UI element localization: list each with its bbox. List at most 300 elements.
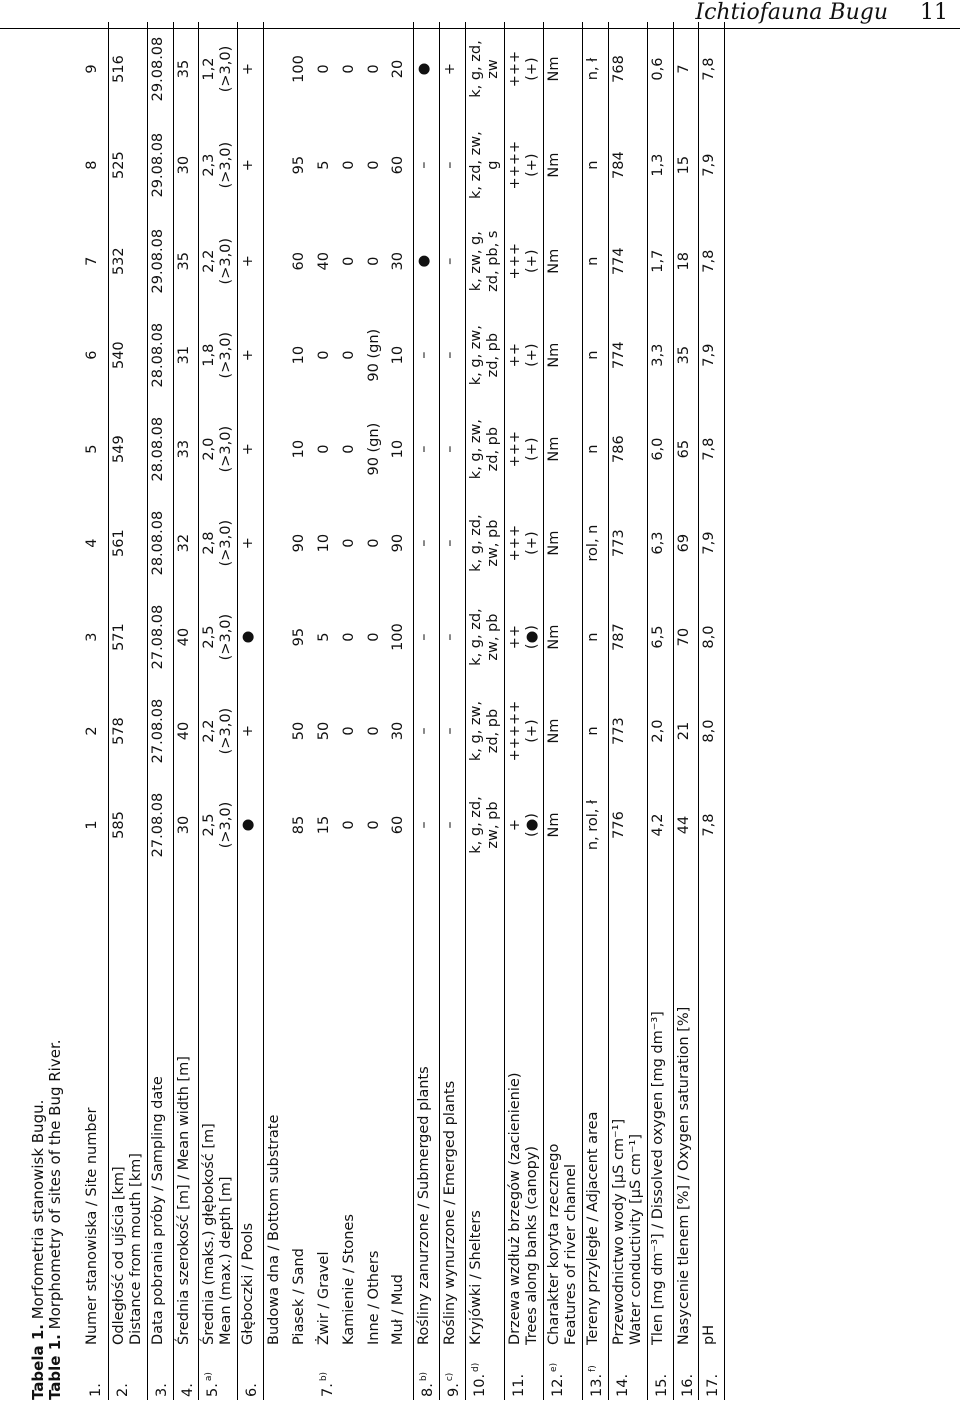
- table-cell: [147, 402, 173, 496]
- table-cell: [199, 22, 238, 116]
- table-body: [82, 22, 725, 1400]
- cell-value: 0: [340, 726, 357, 736]
- morphometry-table: [82, 22, 725, 1400]
- table-cell: [264, 590, 289, 684]
- table-caption: [30, 1039, 64, 1400]
- cell-value: 6,0: [649, 437, 666, 461]
- table-row: [289, 22, 314, 1400]
- table-cell: [173, 214, 199, 308]
- cell-value: 2: [84, 726, 100, 736]
- table-cell: [199, 590, 238, 684]
- row-number-text: 5.: [205, 1383, 222, 1397]
- table-cell: [388, 590, 413, 684]
- table-cell: [699, 778, 725, 872]
- cell-value-2: (+): [523, 249, 540, 273]
- cell-value: rol, n: [584, 524, 601, 562]
- cell-value: n: [584, 256, 601, 266]
- table-cell: [147, 214, 173, 308]
- table-cell: [414, 402, 440, 496]
- cell-value: 7: [675, 64, 692, 74]
- row-number: [264, 1348, 289, 1400]
- cell-value: 29.08.08: [149, 228, 166, 294]
- table-cell: [388, 214, 413, 308]
- cell-value: 7,9: [701, 343, 718, 367]
- table-cell: [699, 214, 725, 308]
- cell-value: 29.08.08: [149, 36, 166, 102]
- table-cell: [647, 22, 673, 116]
- table-cell: [289, 402, 314, 496]
- table-cell: [173, 116, 199, 214]
- row-number-text: 2.: [114, 1383, 131, 1397]
- cell-value: 2,5: [201, 625, 218, 649]
- table-cell: [314, 684, 339, 778]
- table-cell: [264, 22, 289, 116]
- row-label: [82, 872, 108, 1348]
- table-cell: [199, 684, 238, 778]
- table-cell: [647, 116, 673, 214]
- table-cell: [608, 778, 647, 872]
- cell-value: 0: [365, 820, 382, 830]
- row-label-line: Przewodnictwo wody [µS cm⁻¹]: [610, 1118, 627, 1345]
- cell-value-2: (●): [523, 625, 540, 650]
- table-cell: [199, 214, 238, 308]
- cell-value: +++: [506, 242, 523, 280]
- cell-value: 40: [175, 627, 192, 647]
- cell-value: +: [240, 255, 257, 268]
- cell-value: 784: [610, 151, 627, 179]
- table-cell: [388, 402, 413, 496]
- cell-value: 6: [84, 350, 100, 360]
- cell-value-2: (>3,0): [218, 707, 235, 755]
- table-cell: [82, 22, 108, 116]
- cell-value: 6,5: [649, 625, 666, 649]
- cell-value: 10: [291, 345, 308, 365]
- table-cell: [465, 214, 504, 308]
- table-cell: [238, 684, 264, 778]
- table-cell: [465, 116, 504, 214]
- table-cell: [289, 22, 314, 116]
- table-cell: [608, 214, 647, 308]
- row-number: [440, 1348, 466, 1400]
- table-cell: [238, 590, 264, 684]
- table-cell: [504, 590, 543, 684]
- table-cell: [108, 778, 147, 872]
- cell-value-2: g: [484, 160, 501, 170]
- table-cell: [504, 116, 543, 214]
- table-cell: [582, 214, 608, 308]
- cell-value: 7,8: [701, 57, 718, 81]
- cell-value: 30: [390, 251, 407, 271]
- cell-value: 0,6: [649, 57, 666, 81]
- table-cell: [388, 308, 413, 402]
- table-cell: [199, 778, 238, 872]
- cell-value: 0: [340, 632, 357, 642]
- cell-value-2: (+): [523, 719, 540, 743]
- cell-value: 2,2: [201, 719, 218, 743]
- cell-value: 540: [110, 341, 127, 370]
- cell-value: –: [442, 445, 459, 453]
- cell-value: Nm: [545, 812, 562, 838]
- table-cell: [339, 22, 364, 116]
- row-number-text: 11.: [510, 1373, 527, 1397]
- cell-value: 4,2: [649, 813, 666, 837]
- cell-value: –: [442, 727, 459, 735]
- cell-value: –: [442, 821, 459, 829]
- cell-value: 774: [610, 247, 627, 276]
- table-cell: [108, 116, 147, 214]
- table-cell: [608, 308, 647, 402]
- cell-value: 32: [175, 533, 192, 553]
- caption-en-text: Morphometry of sites of the Bug River.: [46, 1039, 64, 1330]
- table-cell: [82, 402, 108, 496]
- row-footnote-mark: b): [419, 1371, 430, 1382]
- table-cell: [543, 496, 582, 590]
- cell-value: 15: [315, 815, 332, 835]
- cell-value: n: [584, 444, 601, 454]
- row-label: [608, 872, 647, 1348]
- caption-pl: [30, 1039, 47, 1400]
- table-cell: [289, 116, 314, 214]
- cell-value: ++++: [506, 140, 523, 190]
- table-cell: [364, 684, 389, 778]
- table-cell: [339, 402, 364, 496]
- table-cell: [647, 590, 673, 684]
- table-cell: [339, 214, 364, 308]
- table-row: [440, 22, 466, 1400]
- table-cell: [582, 684, 608, 778]
- caption-pl-text: Morfometria stanowisk Bugu.: [29, 1099, 47, 1320]
- table-row: [82, 22, 108, 1400]
- row-label-line-2: Trees along banks (canopy): [523, 1145, 540, 1345]
- table-cell: [414, 214, 440, 308]
- table-cell: [339, 778, 364, 872]
- table-cell: [465, 684, 504, 778]
- row-number-text: 16.: [679, 1373, 696, 1397]
- row-label-line-2: Distance from mouth [km]: [127, 1153, 144, 1345]
- row-number-text: 17.: [705, 1373, 722, 1397]
- table-cell: [238, 214, 264, 308]
- table-cell: [314, 22, 339, 116]
- row-footnote-mark: d): [470, 1362, 481, 1372]
- table-cell: [699, 22, 725, 116]
- row-number-text: 4.: [179, 1383, 196, 1397]
- row-number: [465, 1348, 504, 1400]
- row-label-line-2: Features of river channel: [562, 1164, 579, 1345]
- cell-value: –: [442, 161, 459, 169]
- row-label: [440, 872, 466, 1348]
- table-cell: [543, 402, 582, 496]
- table-row: [314, 22, 339, 1400]
- cell-value: 2,8: [201, 531, 218, 555]
- cell-value: 2,0: [201, 437, 218, 461]
- cell-value: +: [240, 724, 257, 738]
- table-cell: [504, 402, 543, 496]
- row-label: [582, 872, 608, 1348]
- table-cell: [314, 496, 339, 590]
- table-row: [173, 22, 199, 1400]
- cell-value: ++: [506, 624, 523, 650]
- cell-value: –: [416, 633, 433, 641]
- cell-value: 8: [84, 160, 100, 170]
- cell-value-2: (+): [523, 57, 540, 81]
- cell-value: k, zw, g,: [467, 231, 484, 292]
- cell-value: –: [416, 445, 433, 453]
- table-row: [264, 22, 289, 1400]
- table-row: [108, 22, 147, 1400]
- row-number: [173, 1348, 199, 1400]
- row-number-text: 15.: [653, 1373, 670, 1397]
- row-number: [647, 1348, 673, 1400]
- table-page: [30, 22, 935, 1400]
- row-label: [199, 872, 238, 1348]
- table-cell: [582, 308, 608, 402]
- row-label: [699, 872, 725, 1348]
- table-row: [504, 22, 543, 1400]
- table-cell: [314, 214, 339, 308]
- table-cell: [504, 22, 543, 116]
- row-label-line: Rośliny zanurzone / Submerged plants: [416, 1066, 433, 1345]
- row-number: [608, 1348, 647, 1400]
- table-cell: [173, 778, 199, 872]
- cell-value: 0: [340, 160, 357, 170]
- cell-value: –: [442, 257, 459, 265]
- table-cell: [465, 778, 504, 872]
- cell-value: n, rol, ł: [584, 799, 601, 851]
- cell-value: k, g, zd,: [467, 514, 484, 572]
- table-cell: [82, 308, 108, 402]
- table-cell: [582, 402, 608, 496]
- table-cell: [82, 496, 108, 590]
- table-cell: [147, 684, 173, 778]
- table-cell: [582, 778, 608, 872]
- row-label: [414, 872, 440, 1348]
- cell-value: 30: [175, 155, 192, 175]
- row-label: [238, 872, 264, 1348]
- cell-value: 50: [315, 721, 332, 741]
- cell-value-2: zd, pb: [484, 426, 501, 472]
- table-cell: [314, 308, 339, 402]
- cell-value-2: (+): [523, 531, 540, 555]
- row-number-text: 6.: [244, 1383, 261, 1397]
- table-cell: [504, 496, 543, 590]
- caption-en-label: Table 1.: [46, 1334, 64, 1400]
- cell-value-2: zd, pb: [484, 332, 501, 378]
- cell-value: +++: [506, 524, 523, 562]
- row-label: [173, 872, 199, 1348]
- table-cell: [238, 778, 264, 872]
- row-number: [199, 1348, 238, 1400]
- cell-value-2: zd, pb: [484, 708, 501, 754]
- row-number: [364, 1348, 389, 1400]
- cell-value-2: (>3,0): [218, 331, 235, 379]
- table-cell: [582, 590, 608, 684]
- row-label-line: Tlen [mg dm⁻³] / Dissolved oxygen [mg dm⁻³]: [649, 1011, 666, 1345]
- cell-value: 20: [390, 59, 407, 79]
- cell-value: n: [584, 726, 601, 736]
- cell-value: 0: [340, 64, 357, 74]
- cell-value: 29.08.08: [149, 132, 166, 198]
- row-label-line-2: Water conductivity [µS cm⁻¹]: [627, 1134, 644, 1345]
- cell-value: Nm: [545, 530, 562, 556]
- table-cell: [647, 308, 673, 402]
- cell-value: 95: [291, 627, 308, 647]
- row-footnote-mark: e): [548, 1362, 559, 1372]
- table-cell: [388, 496, 413, 590]
- page-number: 11: [920, 0, 948, 25]
- cell-value: ++: [506, 343, 523, 368]
- table-row: [699, 22, 725, 1400]
- table-cell: [673, 402, 699, 496]
- table-row: [339, 22, 364, 1400]
- cell-value: 27.08.08: [149, 792, 166, 858]
- table-cell: [238, 116, 264, 214]
- table-cell: [414, 590, 440, 684]
- table-cell: [673, 214, 699, 308]
- cell-value: 21: [675, 721, 692, 741]
- cell-value: 4: [84, 538, 100, 548]
- table-cell: [608, 22, 647, 116]
- cell-value: 35: [675, 345, 692, 365]
- cell-value: 33: [175, 439, 192, 459]
- cell-value-2: (>3,0): [218, 237, 235, 285]
- cell-value-2: (>3,0): [218, 425, 235, 473]
- row-footnote-mark: f): [587, 1365, 598, 1372]
- table-cell: [199, 402, 238, 496]
- table-cell: [699, 116, 725, 214]
- table-cell: [173, 590, 199, 684]
- cell-value: 7,8: [701, 813, 718, 837]
- row-label-line: Muł / Mud: [390, 1274, 407, 1345]
- table-cell: [504, 684, 543, 778]
- cell-value-2: (●): [523, 813, 540, 837]
- cell-value: +++++: [506, 700, 523, 762]
- cell-value: 0: [340, 256, 357, 266]
- cell-value: 7: [84, 256, 100, 266]
- row-label-line: Rośliny wynurzone / Emerged plants: [442, 1080, 459, 1345]
- cell-value: 70: [675, 627, 692, 647]
- row-label-line: Kamienie / Stones: [340, 1214, 357, 1345]
- cell-value: 525: [110, 151, 127, 179]
- table-cell: [388, 116, 413, 214]
- row-number-text: 1.: [87, 1383, 104, 1397]
- row-number: [82, 1348, 108, 1400]
- row-number: [504, 1348, 543, 1400]
- row-label-line: Numer stanowiska / Site number: [84, 1107, 100, 1345]
- cell-value: 768: [610, 55, 627, 83]
- row-label: [108, 872, 147, 1348]
- row-number: [414, 1348, 440, 1400]
- cell-value: 8,0: [701, 625, 718, 649]
- table-cell: [608, 496, 647, 590]
- row-number: [314, 1348, 339, 1400]
- row-label-line: Średnia (maks.) głębokość [m]: [201, 1123, 218, 1345]
- table-cell: [582, 496, 608, 590]
- table-cell: [108, 214, 147, 308]
- table-cell: [173, 684, 199, 778]
- cell-value: n: [584, 350, 601, 360]
- cell-value: 60: [390, 815, 407, 835]
- table-cell: [543, 116, 582, 214]
- table-cell: [608, 590, 647, 684]
- cell-value: +: [442, 62, 459, 76]
- table-cell: [264, 116, 289, 214]
- cell-value: 549: [110, 435, 127, 463]
- cell-value: 2,3: [201, 153, 218, 177]
- cell-value: 0: [365, 160, 382, 170]
- cell-value: n: [584, 632, 601, 642]
- table-cell: [440, 402, 466, 496]
- cell-value: 578: [110, 717, 127, 745]
- row-number: [388, 1348, 413, 1400]
- table-cell: [673, 22, 699, 116]
- table-cell: [465, 496, 504, 590]
- table-cell: [440, 214, 466, 308]
- table-cell: [388, 684, 413, 778]
- row-label-line: Tereny przyległe / Adjacent area: [584, 1111, 601, 1345]
- row-label-line: Inne / Others: [365, 1250, 382, 1345]
- cell-value-2: (>3,0): [218, 141, 235, 189]
- cell-value-2: (>3,0): [218, 801, 235, 849]
- table-cell: [699, 684, 725, 778]
- row-footnote-mark: a): [204, 1372, 215, 1382]
- table-cell: [647, 402, 673, 496]
- row-footnote-mark: c): [445, 1372, 456, 1382]
- cell-value: k, g, zw,: [467, 325, 484, 386]
- cell-value: 90: [390, 533, 407, 553]
- table-row: [543, 22, 582, 1400]
- cell-value: ●: [416, 62, 433, 76]
- cell-value: 786: [610, 435, 627, 463]
- table-cell: [388, 778, 413, 872]
- table-cell: [264, 402, 289, 496]
- table-cell: [289, 214, 314, 308]
- cell-value: k, g, zd,: [467, 40, 484, 98]
- cell-value: 90 (gn): [365, 328, 382, 382]
- cell-value: 95: [291, 155, 308, 175]
- table-cell: [543, 778, 582, 872]
- cell-value: 3,3: [649, 343, 666, 367]
- cell-value: 30: [175, 815, 192, 835]
- cell-value: 100: [291, 55, 308, 83]
- cell-value: ●: [416, 254, 433, 268]
- cell-value: 85: [291, 815, 308, 835]
- cell-value: 773: [610, 717, 627, 745]
- cell-value: –: [416, 727, 433, 735]
- running-title: Ichtiofauna Bugu: [695, 0, 888, 25]
- table-cell: [673, 684, 699, 778]
- row-number: [543, 1348, 582, 1400]
- table-cell: [414, 116, 440, 214]
- table-cell: [364, 22, 389, 116]
- row-label: [388, 872, 413, 1348]
- table-cell: [673, 590, 699, 684]
- cell-value: 0: [340, 350, 357, 360]
- table-cell: [465, 590, 504, 684]
- table-cell: [289, 590, 314, 684]
- cell-value: k, g, zd,: [467, 608, 484, 666]
- cell-value: 30: [390, 721, 407, 741]
- table-cell: [364, 778, 389, 872]
- row-label-line: Średnia szerokość [m] / Mean width [m]: [175, 1056, 192, 1345]
- table-cell: [82, 590, 108, 684]
- cell-value-2: zw, pb: [484, 613, 501, 661]
- cell-value: 2,5: [201, 813, 218, 837]
- row-label-line: Nasycenie tlenem [%] / Oxygen saturation [%]: [675, 1006, 692, 1345]
- table-cell: [339, 308, 364, 402]
- cell-value: +: [240, 537, 257, 550]
- table-cell: [173, 402, 199, 496]
- cell-value: k, g, zw,: [467, 700, 484, 762]
